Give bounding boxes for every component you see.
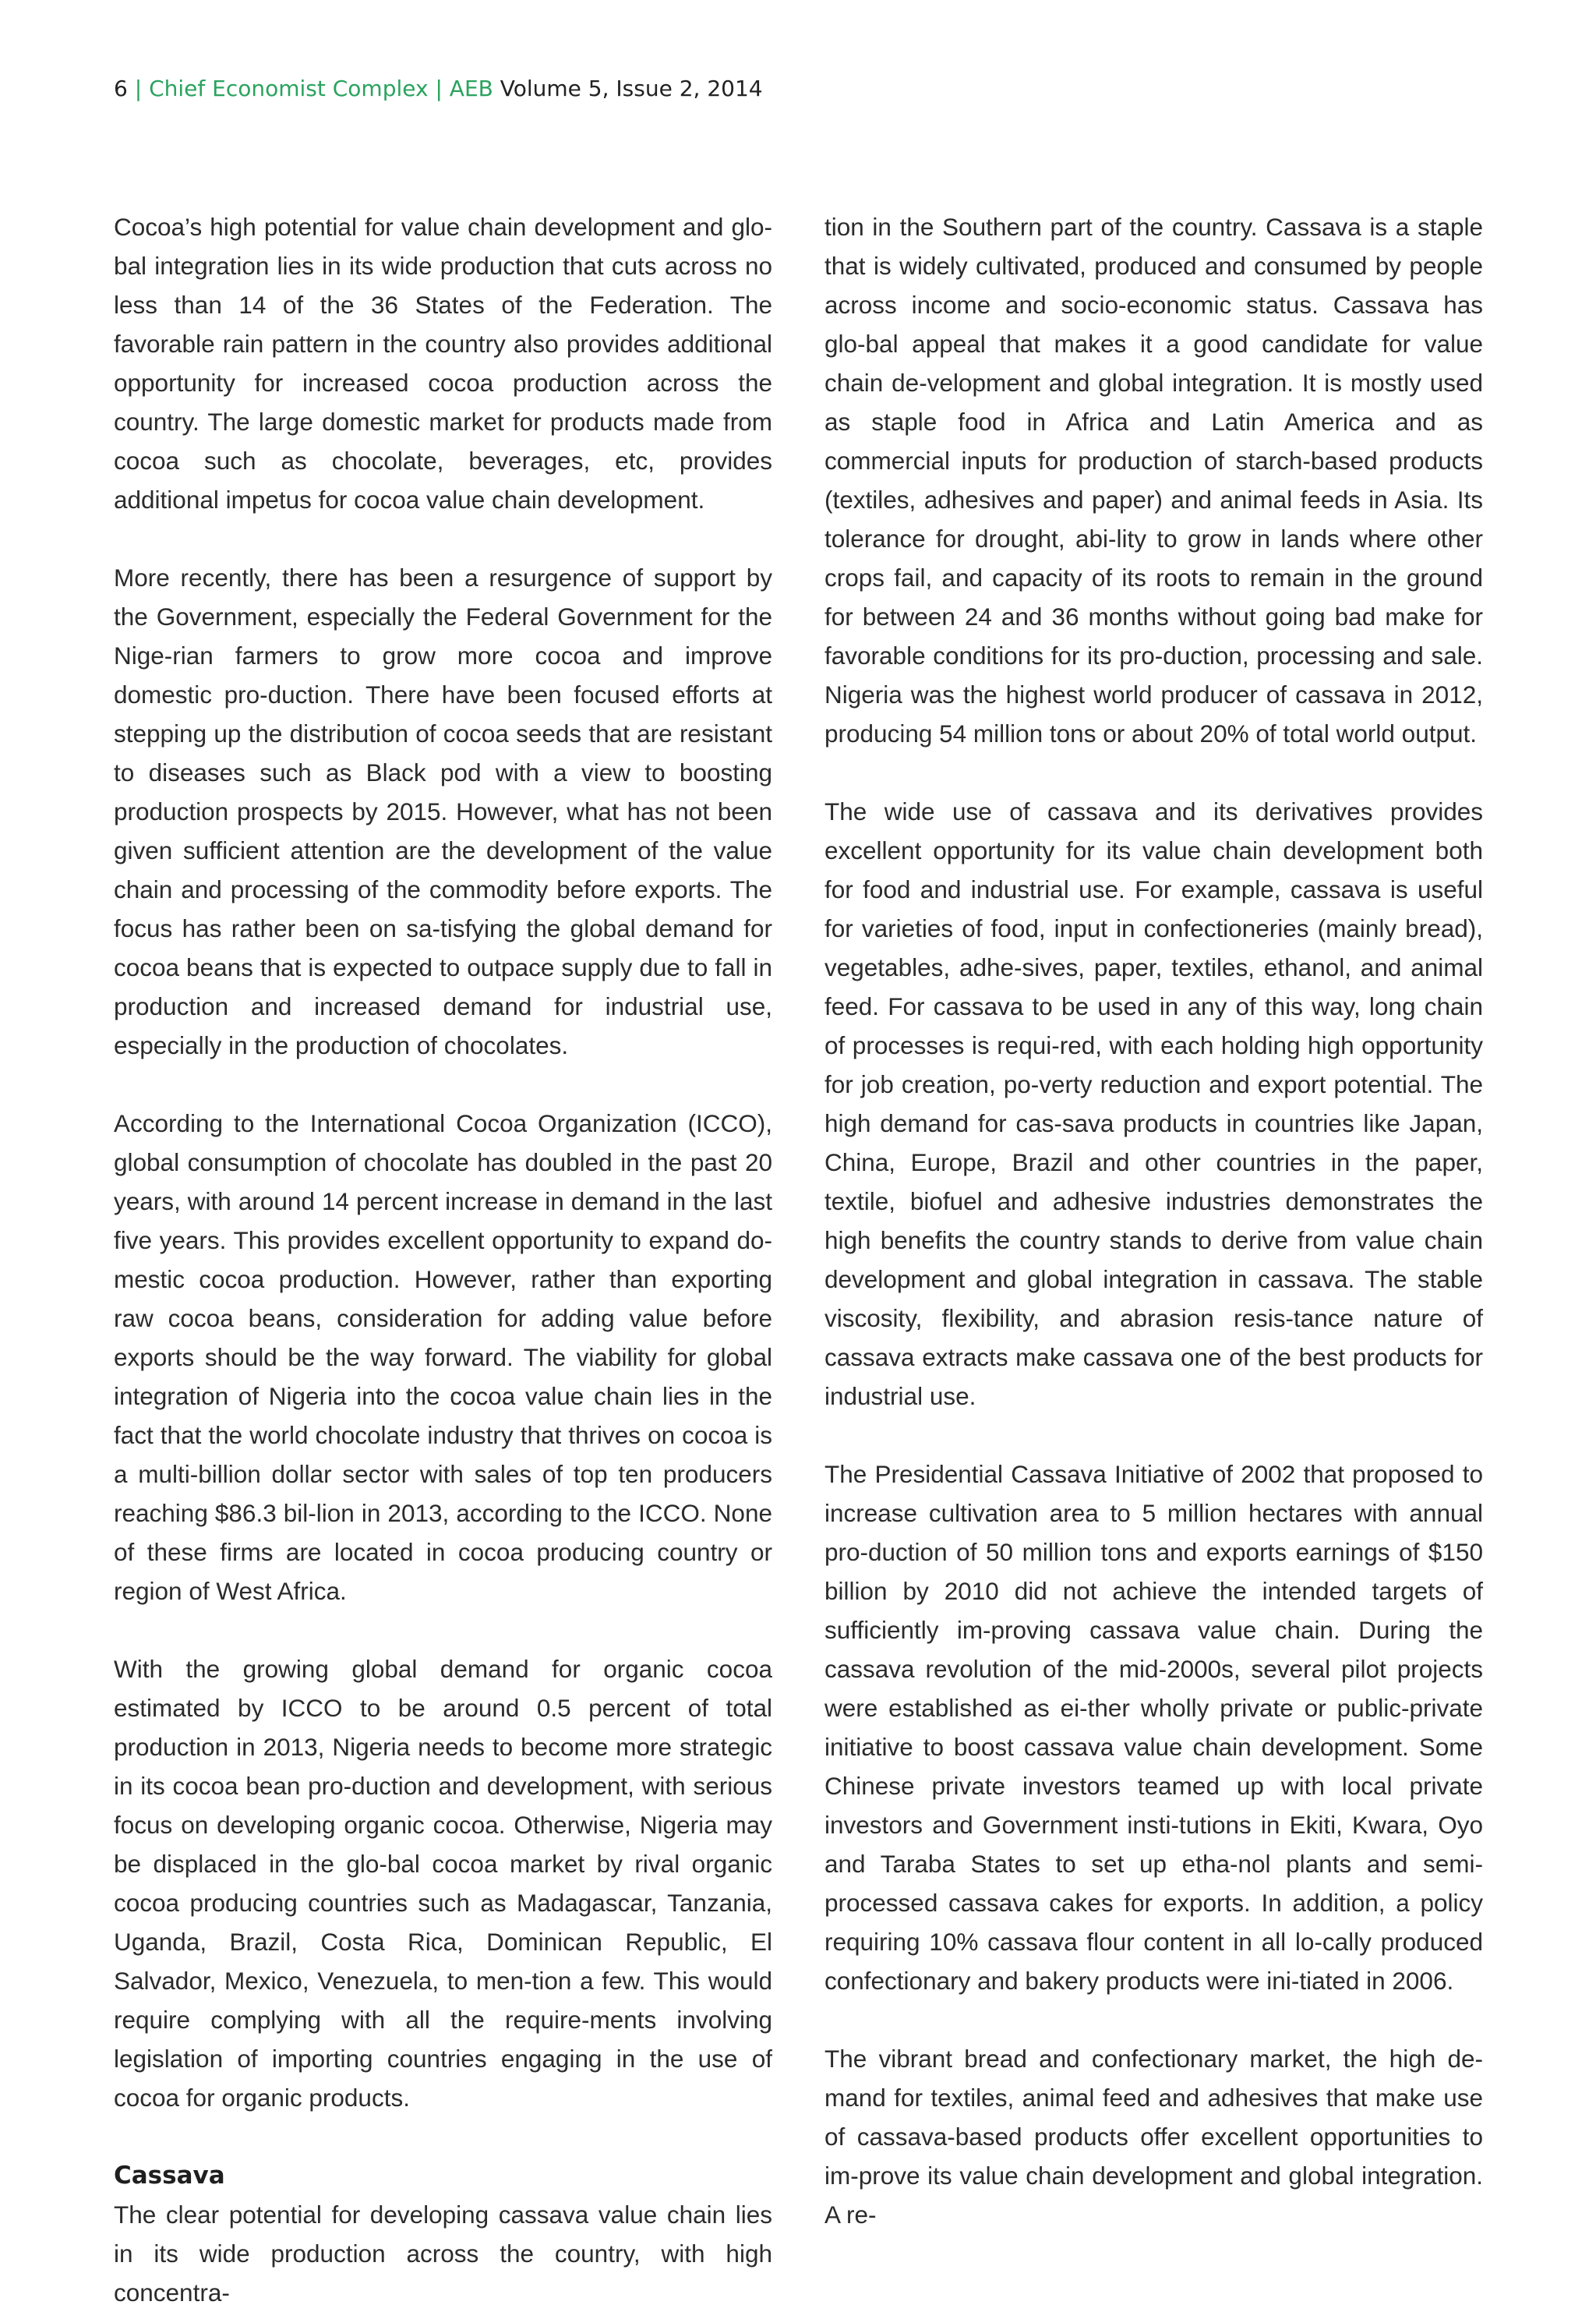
paragraph: The Presidential Cassava Initiative of 2002 that proposed to increase cultivation area to 5 million hectares with annual pro-duction of 50 million tons and exports earnings of $150 billion by 2010 did not achieve the intended targets of sufficiently im-proving cassava value chain. During the cassava revolution of the mid-2000s, several pilot projects were established as ei-ther wholly private or public-private initiative to boost cassava value chain development. Some Chinese private investors teamed up with local private investors and Government insti-tutions in Ekiti, Kwara, Oyo and Taraba States to set up etha-nol plants and semi-processed cassava cakes for exports. In addition, a policy requiring 10% cassava flour content in all lo-cally produced confectionary and bakery products were ini-tiated in 2006.: [824, 1460, 1483, 1995]
paragraph: The vibrant bread and confectionary market, the high de-mand for textiles, animal feed and adhesives that make use of cassava-based products offer excellent opportunities to im-prove its value chain development and global integration. A re-: [824, 2045, 1483, 2229]
paragraph: With the growing global demand for organic cocoa estimated by ICCO to be around 0.5 percent of total production in 2013, Nigeria needs to become more strategic in its cocoa bean pro-duction and development, with serious focus on developing organic cocoa. Otherwise, Nigeria may be displaced in the glo-bal cocoa market by rival organic cocoa producing countries such as Madagascar, Tanzania, Uganda, Brazil, Costa Rica, Dominican Republic, El Salvador, Mexico, Venezuela, to men-tion a few. This would require complying with all the require-ments involving legislation of importing countries engaging in the use of cocoa for organic products.: [114, 1655, 772, 2112]
header-separator: |: [428, 76, 450, 101]
running-header: [114, 75, 763, 103]
section-heading-cassava: Cassava: [114, 2162, 225, 2190]
publisher-name: Chief Economist Complex: [149, 76, 429, 101]
paragraph: According to the International Cocoa Organization (ICCO), global consumption of chocolate has doubled in the past 20 years, with around 14 percent increase in demand in the last five years. This provides excellent opportunity to expand do-mestic cocoa production. However, rather than exporting raw cocoa beans, consideration for adding value before exports should be the way forward. The viability for global integration of Nigeria into the cocoa value chain lies in the fact that the world chocolate industry that thrives on cocoa is a multi-billion dollar sector with sales of top ten producers reaching $86.3 bil-lion in 2013, according to the ICCO. None of these firms are located in cocoa producing country or region of West Africa.: [114, 1109, 772, 1605]
journal-name: AEB: [449, 76, 493, 101]
header-separator: |: [127, 76, 150, 101]
paragraph: The clear potential for developing cassava value chain lies in its wide production across the country, with high concentra-: [114, 2201, 772, 2307]
page-number: 6: [114, 76, 128, 101]
paragraph: More recently, there has been a resurgence of support by the Government, especially the Federal Government for the Nige-rian farmers to grow more cocoa and improve domestic pro-duction. There have been focused efforts at stepping up the distribution of cocoa seeds that are resistant to diseases such as Black pod with a view to boosting production prospects by 2015. However, what has not been given sufficient attention are the development of the value chain and processing of the commodity before exports. The focus has rather been on sa-tisfying the global demand for cocoa beans that is expected to outpace supply due to fall in production and increased demand for industrial use, especially in the production of chocolates.: [114, 564, 772, 1059]
volume-issue: Volume 5, Issue 2, 2014: [493, 76, 763, 101]
right-column: [824, 207, 1483, 2234]
left-column: [114, 207, 772, 2312]
paragraph: tion in the Southern part of the country. Cassava is a staple that is widely cultivated, produced and consumed by people across income and socio-economic status. Cassava has glo-bal appeal that makes it a good candidate for value chain de-velopment and global integration. It is mostly used as staple food in Africa and Latin America and as commercial inputs for production of starch-based products (textiles, adhesives and paper) and animal feeds in Asia. Its tolerance for drought, abi-lity to grow in lands where other crops fail, and capacity of its roots to remain in the ground for between 24 and 36 months without going bad make for favorable conditions for its pro-duction, processing and sale. Nigeria was the highest world producer of cassava in 2012, producing 54 million tons or about 20% of total world output.: [824, 213, 1483, 748]
paragraph: The wide use of cassava and its derivatives provides excellent opportunity for its value chain development both for food and industrial use. For example, cassava is useful for varieties of food, input in confectioneries (mainly bread), vegetables, adhe-sives, paper, textiles, ethanol, and animal feed. For cassava to be used in any of this way, long chain of processes is requi-red, with each holding high opportunity for job creation, po-verty reduction and export potential. The high demand for cas-sava products in countries like Japan, China, Europe, Brazil and other countries in the paper, textile, biofuel and adhesive industries demonstrates the high benefits the country stands to derive from value chain development and global integration in cassava. The stable viscosity, flexibility, and abrasion resis-tance nature of cassava extracts make cassava one of the best products for industrial use.: [824, 797, 1483, 1410]
paragraph: Cocoa’s high potential for value chain development and glo-bal integration lies in its wide production that cuts across no less than 14 of the 36 States of the Federation. The favorable rain pattern in the country also provides additional opportunity for increased cocoa production across the country. The large domestic market for products made from cocoa such as chocolate, beverages, etc, provides additional impetus for cocoa value chain development.: [114, 213, 772, 514]
